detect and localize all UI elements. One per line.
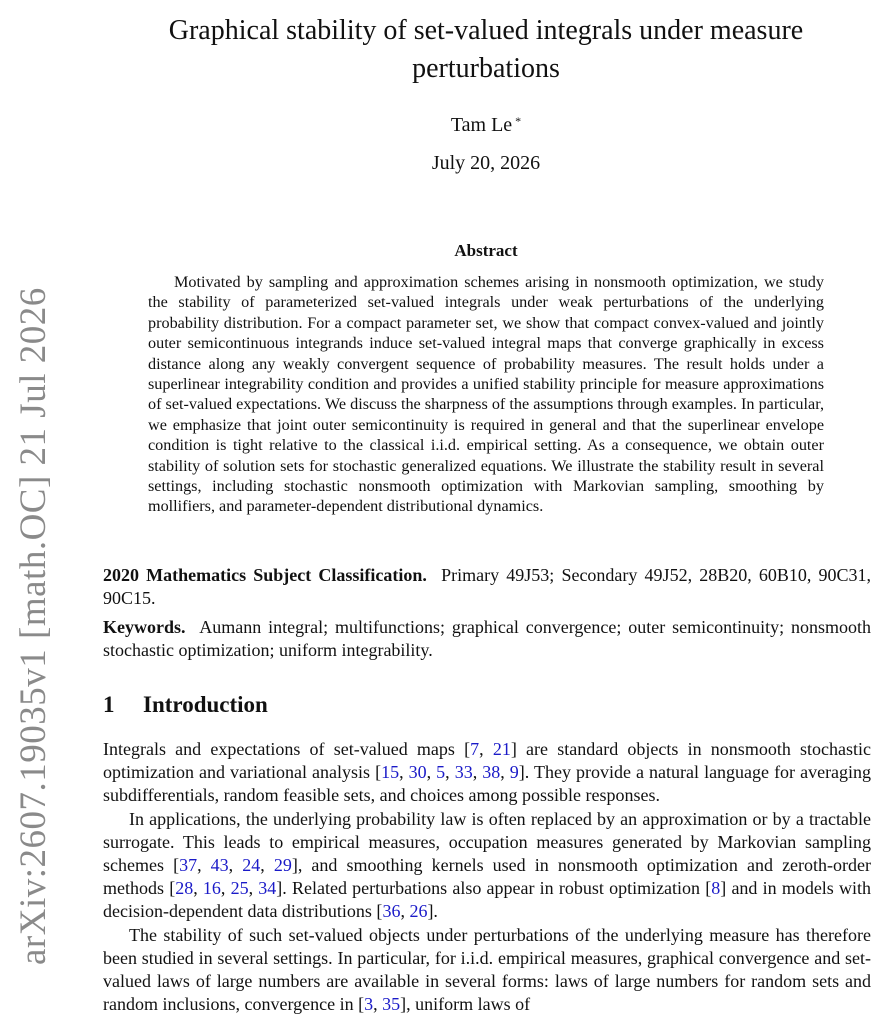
intro-text: ]. They provide a natural language for averaging subdifferentials, random feasible sets, and choices among possible responses. xyxy=(103,762,872,806)
msc-label: 2020 Mathematics Subject Classification. xyxy=(103,565,427,585)
citation-link[interactable]: 9 xyxy=(509,762,519,783)
citation-link[interactable]: 35 xyxy=(382,994,401,1015)
abstract-heading: Abstract xyxy=(454,241,518,260)
section-title: Introduction xyxy=(143,692,268,717)
section-number: 1 xyxy=(103,692,115,717)
msc-codes: Primary 49J53; Secondary 49J52, 28B20, 60B10, 90C31, 90C15. xyxy=(103,565,871,609)
citation-link[interactable]: 29 xyxy=(273,855,292,876)
keywords-label: Keywords. xyxy=(103,617,186,637)
paper-title: Graphical stability of set-valued integrals under measure perturbations xyxy=(168,15,804,84)
abstract-text: Motivated by sampling and approximation schemes arising in nonsmooth optimization, we study the stability of parameterized set-valued integrals under weak perturbations of the underlying probability distribution. For a compact parameter set, we show that compact convex-valued and jointly outer semicontinuous integrands induce set-valued integral maps that converge graphically in excess distance along any weakly convergent sequence of probability measures. The result holds under a superlinear integrability condition and provides a unified stability principle for measure approximations of set-valued expectations. We discuss the sharpness of the assumptions through examples. In particular, we emphasize that joint outer semicontinuity is required in general and that the superlinear envelope condition is tight relative to the classical i.i.d. empirical setting. As a consequence, we obtain outer stability of solution sets for stochastic generalized equations. We illustrate the stability result in several settings, including stochastic nonsmooth optimization with Markovian sampling, smoothing by mollifiers, and parameter-dependent distributional dynamics. xyxy=(148,273,824,516)
citation-link[interactable]: 33 xyxy=(454,762,473,783)
section-heading xyxy=(103,690,871,720)
intro-paragraph-2 xyxy=(103,808,871,924)
author-line xyxy=(120,108,852,138)
citation-link[interactable]: 5 xyxy=(436,762,446,783)
citation-link[interactable]: 28 xyxy=(175,878,194,899)
citation-link[interactable]: 38 xyxy=(482,762,501,783)
intro-text: ] are standard objects in nonsmooth stochastic optimization and variational analysis [ xyxy=(103,739,872,783)
intro-text: In applications, the underlying probability law is often replaced by an approximation or by a tractable surrogate. This leads to empirical measures, occupation measures generated by Markovian sampling schemes [ xyxy=(103,808,871,876)
citation-sep: , xyxy=(479,739,493,759)
citation-link[interactable]: 15 xyxy=(381,762,400,783)
introduction-body xyxy=(103,738,871,1016)
citation-sep: , xyxy=(400,901,410,922)
intro-text: ], uniform laws of xyxy=(400,994,531,1015)
author-footnote-mark: * xyxy=(515,114,522,128)
citation-sep: , xyxy=(472,762,483,783)
citation-link[interactable]: 21 xyxy=(492,739,511,759)
citation-link[interactable]: 16 xyxy=(202,878,221,899)
paper-date: July 20, 2026 xyxy=(431,152,541,174)
intro-text: Integrals and expectations of set-valued maps [ xyxy=(103,739,471,759)
citation-link[interactable]: 30 xyxy=(408,762,427,783)
citation-sep: , xyxy=(197,855,211,876)
citation-link[interactable]: 7 xyxy=(470,739,480,759)
msc-classification xyxy=(103,564,871,610)
citation-sep: , xyxy=(248,878,259,899)
citation-link[interactable]: 37 xyxy=(179,855,198,876)
citation-sep: , xyxy=(445,762,455,783)
arxiv-identifier: arXiv:2607.19035v1 [math.OC] 21 Jul 2026 xyxy=(13,287,54,965)
arxiv-side-stamp xyxy=(2,287,66,965)
citation-sep: , xyxy=(228,855,243,876)
citation-sep: , xyxy=(399,762,409,783)
intro-text: The stability of such set-valued objects under perturbations of the underlying measure has therefore been studied in several settings. In particular, for i.i.d. empirical measures, graphical convergence and set-valued laws of large numbers are available in several forms: laws of large numbers for random sets and random inclusions, convergence in [ xyxy=(103,924,871,1015)
citation-link[interactable]: 25 xyxy=(230,878,249,899)
citation-link[interactable]: 26 xyxy=(409,901,428,922)
intro-paragraph-3 xyxy=(103,924,871,1016)
citation-link[interactable]: 43 xyxy=(210,855,229,876)
intro-text: ]. xyxy=(427,901,438,922)
citation-link[interactable]: 36 xyxy=(382,901,401,922)
citation-link[interactable]: 34 xyxy=(258,878,277,899)
keywords xyxy=(103,616,871,662)
author-name: Tam Le xyxy=(450,114,513,136)
intro-text: ] and in models with decision-dependent data distributions [ xyxy=(103,878,872,922)
citation-sep: , xyxy=(426,762,437,783)
intro-text: ], and smoothing kernels used in nonsmooth optimization and zeroth-order methods [ xyxy=(103,855,872,899)
citation-link[interactable]: 24 xyxy=(242,855,261,876)
keywords-list: Aumann integral; multifunctions; graphical convergence; outer semicontinuity; nonsmooth stochastic optimization; uniform integrability. xyxy=(103,617,872,661)
citation-link[interactable]: 8 xyxy=(711,878,721,899)
intro-paragraph-1 xyxy=(103,738,871,808)
intro-text: ]. Related perturbations also appear in robust optimization [ xyxy=(276,878,712,899)
citation-sep: , xyxy=(373,994,383,1015)
citation-sep: , xyxy=(260,855,274,876)
citation-sep: , xyxy=(220,878,231,899)
citation-link[interactable]: 3 xyxy=(364,994,374,1015)
citation-sep: , xyxy=(500,762,510,783)
citation-sep: , xyxy=(193,878,203,899)
